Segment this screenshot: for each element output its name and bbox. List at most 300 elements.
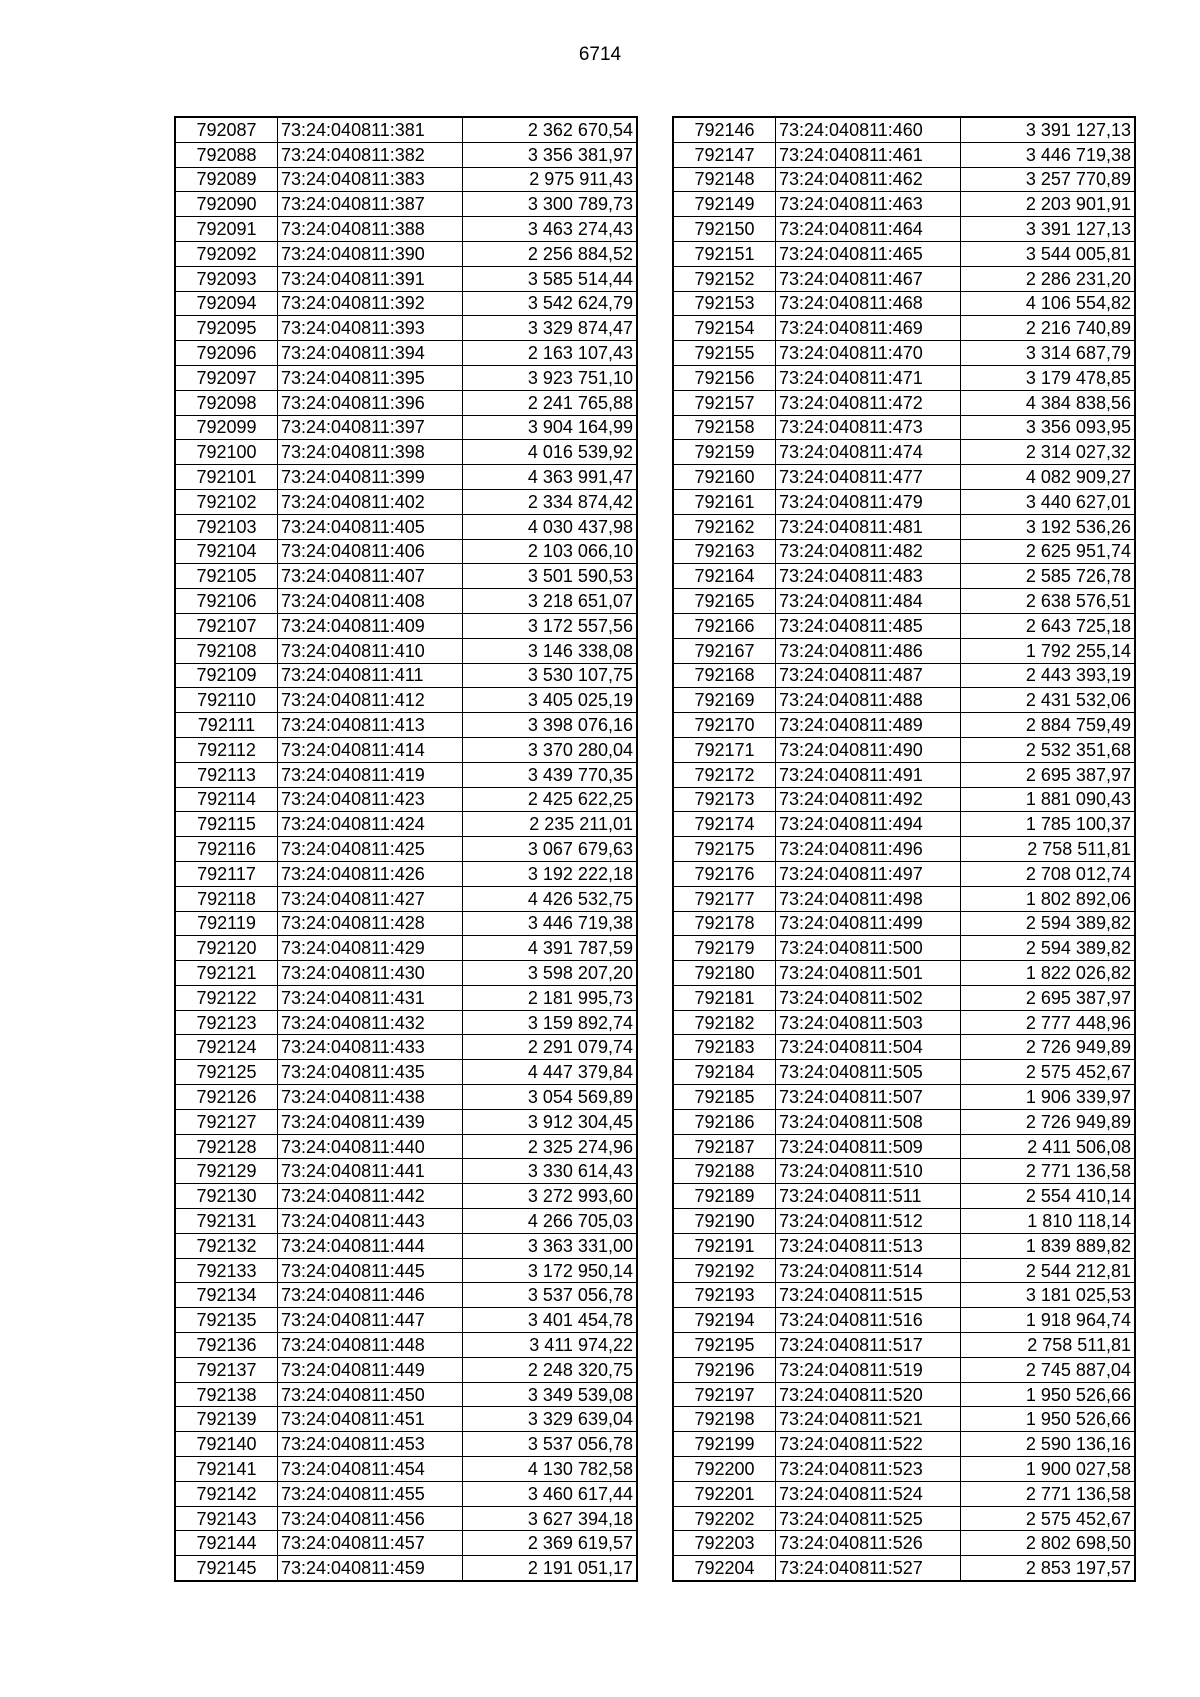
value-cell: 2 726 949,89 xyxy=(961,1109,1136,1134)
value-cell: 4 106 554,82 xyxy=(961,291,1136,316)
row-number-cell: 792161 xyxy=(673,489,776,514)
row-number-cell: 792175 xyxy=(673,837,776,862)
row-number-cell: 792152 xyxy=(673,266,776,291)
row-number-cell: 792116 xyxy=(175,837,278,862)
cadastral-number-cell: 73:24:040811:453 xyxy=(278,1432,463,1457)
value-cell: 3 446 719,38 xyxy=(961,142,1136,167)
table-row xyxy=(175,1308,637,1333)
value-cell: 3 398 076,16 xyxy=(463,713,638,738)
cadastral-number-cell: 73:24:040811:428 xyxy=(278,911,463,936)
row-number-cell: 792154 xyxy=(673,316,776,341)
cadastral-number-cell: 73:24:040811:490 xyxy=(776,737,961,762)
row-number-cell: 792202 xyxy=(673,1506,776,1531)
row-number-cell: 792150 xyxy=(673,217,776,242)
table-row xyxy=(175,737,637,762)
cadastral-number-cell: 73:24:040811:425 xyxy=(278,837,463,862)
cadastral-number-cell: 73:24:040811:505 xyxy=(776,1060,961,1085)
cadastral-number-cell: 73:24:040811:485 xyxy=(776,613,961,638)
row-number-cell: 792111 xyxy=(175,713,278,738)
value-cell: 1 839 889,82 xyxy=(961,1233,1136,1258)
value-cell: 2 726 949,89 xyxy=(961,1035,1136,1060)
table-row xyxy=(673,911,1135,936)
row-number-cell: 792195 xyxy=(673,1333,776,1358)
table-row xyxy=(175,886,637,911)
row-number-cell: 792180 xyxy=(673,961,776,986)
value-cell: 3 218 651,07 xyxy=(463,589,638,614)
table-row xyxy=(175,291,637,316)
cadastral-number-cell: 73:24:040811:470 xyxy=(776,341,961,366)
row-number-cell: 792190 xyxy=(673,1209,776,1234)
value-cell: 3 405 025,19 xyxy=(463,688,638,713)
cadastral-number-cell: 73:24:040811:459 xyxy=(278,1556,463,1581)
cadastral-number-cell: 73:24:040811:487 xyxy=(776,663,961,688)
table-row xyxy=(673,341,1135,366)
row-number-cell: 792189 xyxy=(673,1184,776,1209)
table-row xyxy=(673,1283,1135,1308)
cadastral-number-cell: 73:24:040811:432 xyxy=(278,1010,463,1035)
row-number-cell: 792102 xyxy=(175,489,278,514)
value-cell: 3 537 056,78 xyxy=(463,1283,638,1308)
table-row xyxy=(673,117,1135,142)
cadastral-number-cell: 73:24:040811:488 xyxy=(776,688,961,713)
value-cell: 3 067 679,63 xyxy=(463,837,638,862)
cadastral-number-cell: 73:24:040811:492 xyxy=(776,787,961,812)
value-cell: 2 248 320,75 xyxy=(463,1357,638,1382)
table-row xyxy=(175,192,637,217)
value-cell: 3 904 164,99 xyxy=(463,415,638,440)
cadastral-number-cell: 73:24:040811:508 xyxy=(776,1109,961,1134)
table-row xyxy=(673,1258,1135,1283)
cadastral-number-cell: 73:24:040811:438 xyxy=(278,1085,463,1110)
value-cell: 3 598 207,20 xyxy=(463,961,638,986)
row-number-cell: 792128 xyxy=(175,1134,278,1159)
row-number-cell: 792097 xyxy=(175,365,278,390)
value-cell: 2 802 698,50 xyxy=(961,1531,1136,1556)
cadastral-number-cell: 73:24:040811:447 xyxy=(278,1308,463,1333)
table-row xyxy=(175,861,637,886)
cadastral-number-cell: 73:24:040811:477 xyxy=(776,465,961,490)
value-cell: 2 575 452,67 xyxy=(961,1060,1136,1085)
cadastral-number-cell: 73:24:040811:413 xyxy=(278,713,463,738)
value-cell: 1 950 526,66 xyxy=(961,1382,1136,1407)
row-number-cell: 792117 xyxy=(175,861,278,886)
value-cell: 2 884 759,49 xyxy=(961,713,1136,738)
cadastral-number-cell: 73:24:040811:405 xyxy=(278,514,463,539)
cadastral-number-cell: 73:24:040811:512 xyxy=(776,1209,961,1234)
row-number-cell: 792148 xyxy=(673,167,776,192)
cadastral-number-cell: 73:24:040811:504 xyxy=(776,1035,961,1060)
value-cell: 2 695 387,97 xyxy=(961,985,1136,1010)
value-cell: 3 192 536,26 xyxy=(961,514,1136,539)
cadastral-number-cell: 73:24:040811:516 xyxy=(776,1308,961,1333)
row-number-cell: 792191 xyxy=(673,1233,776,1258)
table-row xyxy=(673,1085,1135,1110)
value-cell: 3 627 394,18 xyxy=(463,1506,638,1531)
cadastral-number-cell: 73:24:040811:524 xyxy=(776,1481,961,1506)
row-number-cell: 792165 xyxy=(673,589,776,614)
table-row xyxy=(175,613,637,638)
row-number-cell: 792124 xyxy=(175,1035,278,1060)
value-cell: 3 054 569,89 xyxy=(463,1085,638,1110)
row-number-cell: 792119 xyxy=(175,911,278,936)
value-cell: 2 291 079,74 xyxy=(463,1035,638,1060)
table-row xyxy=(175,1258,637,1283)
cadastral-number-cell: 73:24:040811:526 xyxy=(776,1531,961,1556)
table-row xyxy=(673,985,1135,1010)
cadastral-number-cell: 73:24:040811:395 xyxy=(278,365,463,390)
row-number-cell: 792140 xyxy=(175,1432,278,1457)
value-cell: 1 785 100,37 xyxy=(961,812,1136,837)
value-cell: 2 286 231,20 xyxy=(961,266,1136,291)
registry-table-right xyxy=(672,116,1136,1582)
row-number-cell: 792171 xyxy=(673,737,776,762)
row-number-cell: 792199 xyxy=(673,1432,776,1457)
row-number-cell: 792176 xyxy=(673,861,776,886)
table-row xyxy=(673,1010,1135,1035)
table-row xyxy=(175,1531,637,1556)
value-cell: 3 257 770,89 xyxy=(961,167,1136,192)
value-cell: 3 159 892,74 xyxy=(463,1010,638,1035)
table-row xyxy=(175,217,637,242)
row-number-cell: 792146 xyxy=(673,117,776,142)
value-cell: 2 745 887,04 xyxy=(961,1357,1136,1382)
cadastral-number-cell: 73:24:040811:443 xyxy=(278,1209,463,1234)
value-cell: 3 401 454,78 xyxy=(463,1308,638,1333)
cadastral-number-cell: 73:24:040811:482 xyxy=(776,539,961,564)
table-row xyxy=(175,985,637,1010)
row-number-cell: 792113 xyxy=(175,762,278,787)
table-row xyxy=(175,514,637,539)
value-cell: 3 542 624,79 xyxy=(463,291,638,316)
cadastral-number-cell: 73:24:040811:511 xyxy=(776,1184,961,1209)
value-cell: 3 391 127,13 xyxy=(961,117,1136,142)
table-row xyxy=(175,241,637,266)
row-number-cell: 792204 xyxy=(673,1556,776,1581)
row-number-cell: 792151 xyxy=(673,241,776,266)
cadastral-number-cell: 73:24:040811:471 xyxy=(776,365,961,390)
row-number-cell: 792162 xyxy=(673,514,776,539)
row-number-cell: 792166 xyxy=(673,613,776,638)
cadastral-number-cell: 73:24:040811:461 xyxy=(776,142,961,167)
table-row xyxy=(175,1060,637,1085)
cadastral-number-cell: 73:24:040811:393 xyxy=(278,316,463,341)
cadastral-number-cell: 73:24:040811:467 xyxy=(776,266,961,291)
table-row xyxy=(673,142,1135,167)
value-cell: 2 554 410,14 xyxy=(961,1184,1136,1209)
table-row xyxy=(175,1556,637,1581)
table-row xyxy=(175,465,637,490)
cadastral-number-cell: 73:24:040811:444 xyxy=(278,1233,463,1258)
row-number-cell: 792178 xyxy=(673,911,776,936)
table-row xyxy=(673,266,1135,291)
cadastral-number-cell: 73:24:040811:446 xyxy=(278,1283,463,1308)
table-row xyxy=(673,1506,1135,1531)
row-number-cell: 792144 xyxy=(175,1531,278,1556)
table-row xyxy=(175,1382,637,1407)
cadastral-number-cell: 73:24:040811:426 xyxy=(278,861,463,886)
row-number-cell: 792160 xyxy=(673,465,776,490)
value-cell: 1 792 255,14 xyxy=(961,638,1136,663)
cadastral-number-cell: 73:24:040811:486 xyxy=(776,638,961,663)
value-cell: 3 460 617,44 xyxy=(463,1481,638,1506)
table-row xyxy=(175,539,637,564)
cadastral-number-cell: 73:24:040811:449 xyxy=(278,1357,463,1382)
cadastral-number-cell: 73:24:040811:399 xyxy=(278,465,463,490)
table-row xyxy=(175,936,637,961)
cadastral-number-cell: 73:24:040811:527 xyxy=(776,1556,961,1581)
row-number-cell: 792137 xyxy=(175,1357,278,1382)
value-cell: 3 329 639,04 xyxy=(463,1407,638,1432)
value-cell: 2 443 393,19 xyxy=(961,663,1136,688)
row-number-cell: 792135 xyxy=(175,1308,278,1333)
value-cell: 3 537 056,78 xyxy=(463,1432,638,1457)
row-number-cell: 792172 xyxy=(673,762,776,787)
row-number-cell: 792164 xyxy=(673,564,776,589)
table-row xyxy=(673,961,1135,986)
value-cell: 4 130 782,58 xyxy=(463,1457,638,1482)
cadastral-number-cell: 73:24:040811:445 xyxy=(278,1258,463,1283)
value-cell: 1 950 526,66 xyxy=(961,1407,1136,1432)
row-number-cell: 792101 xyxy=(175,465,278,490)
table-row xyxy=(673,1432,1135,1457)
row-number-cell: 792192 xyxy=(673,1258,776,1283)
row-number-cell: 792095 xyxy=(175,316,278,341)
cadastral-number-cell: 73:24:040811:494 xyxy=(776,812,961,837)
value-cell: 2 334 874,42 xyxy=(463,489,638,514)
row-number-cell: 792179 xyxy=(673,936,776,961)
table-row xyxy=(673,192,1135,217)
row-number-cell: 792126 xyxy=(175,1085,278,1110)
cadastral-number-cell: 73:24:040811:398 xyxy=(278,440,463,465)
value-cell: 4 384 838,56 xyxy=(961,390,1136,415)
value-cell: 1 802 892,06 xyxy=(961,886,1136,911)
value-cell: 2 425 622,25 xyxy=(463,787,638,812)
value-cell: 3 411 974,22 xyxy=(463,1333,638,1358)
cadastral-number-cell: 73:24:040811:496 xyxy=(776,837,961,862)
value-cell: 2 191 051,17 xyxy=(463,1556,638,1581)
row-number-cell: 792193 xyxy=(673,1283,776,1308)
table-row xyxy=(175,440,637,465)
table-row xyxy=(673,1531,1135,1556)
value-cell: 2 216 740,89 xyxy=(961,316,1136,341)
table-row xyxy=(673,465,1135,490)
row-number-cell: 792127 xyxy=(175,1109,278,1134)
table-row xyxy=(673,1035,1135,1060)
table-row xyxy=(175,117,637,142)
table-row xyxy=(175,365,637,390)
row-number-cell: 792196 xyxy=(673,1357,776,1382)
table-row xyxy=(175,911,637,936)
row-number-cell: 792133 xyxy=(175,1258,278,1283)
row-number-cell: 792174 xyxy=(673,812,776,837)
cadastral-number-cell: 73:24:040811:441 xyxy=(278,1159,463,1184)
row-number-cell: 792094 xyxy=(175,291,278,316)
cadastral-number-cell: 73:24:040811:390 xyxy=(278,241,463,266)
row-number-cell: 792143 xyxy=(175,1506,278,1531)
page-number: 6714 xyxy=(578,44,622,65)
value-cell: 2 594 389,82 xyxy=(961,911,1136,936)
row-number-cell: 792177 xyxy=(673,886,776,911)
value-cell: 2 758 511,81 xyxy=(961,837,1136,862)
table-row xyxy=(673,365,1135,390)
row-number-cell: 792173 xyxy=(673,787,776,812)
value-cell: 2 625 951,74 xyxy=(961,539,1136,564)
table-row xyxy=(673,514,1135,539)
value-cell: 2 256 884,52 xyxy=(463,241,638,266)
value-cell: 3 172 950,14 xyxy=(463,1258,638,1283)
value-cell: 2 163 107,43 xyxy=(463,341,638,366)
table-row xyxy=(175,688,637,713)
value-cell: 3 585 514,44 xyxy=(463,266,638,291)
table-row xyxy=(673,489,1135,514)
cadastral-number-cell: 73:24:040811:397 xyxy=(278,415,463,440)
table-row xyxy=(673,564,1135,589)
row-number-cell: 792156 xyxy=(673,365,776,390)
row-number-cell: 792181 xyxy=(673,985,776,1010)
table-row xyxy=(673,1333,1135,1358)
table-row xyxy=(175,1457,637,1482)
value-cell: 3 363 331,00 xyxy=(463,1233,638,1258)
table-row xyxy=(673,589,1135,614)
value-cell: 2 590 136,16 xyxy=(961,1432,1136,1457)
row-number-cell: 792104 xyxy=(175,539,278,564)
row-number-cell: 792142 xyxy=(175,1481,278,1506)
cadastral-number-cell: 73:24:040811:483 xyxy=(776,564,961,589)
cadastral-number-cell: 73:24:040811:414 xyxy=(278,737,463,762)
row-number-cell: 792114 xyxy=(175,787,278,812)
row-number-cell: 792200 xyxy=(673,1457,776,1482)
row-number-cell: 792153 xyxy=(673,291,776,316)
value-cell: 4 447 379,84 xyxy=(463,1060,638,1085)
value-cell: 3 172 557,56 xyxy=(463,613,638,638)
table-row xyxy=(175,713,637,738)
row-number-cell: 792139 xyxy=(175,1407,278,1432)
cadastral-number-cell: 73:24:040811:396 xyxy=(278,390,463,415)
cadastral-number-cell: 73:24:040811:501 xyxy=(776,961,961,986)
table-row xyxy=(673,762,1135,787)
table-row xyxy=(175,1283,637,1308)
row-number-cell: 792109 xyxy=(175,663,278,688)
value-cell: 3 330 614,43 xyxy=(463,1159,638,1184)
value-cell: 2 103 066,10 xyxy=(463,539,638,564)
row-number-cell: 792186 xyxy=(673,1109,776,1134)
row-number-cell: 792125 xyxy=(175,1060,278,1085)
row-number-cell: 792112 xyxy=(175,737,278,762)
table-row xyxy=(673,886,1135,911)
row-number-cell: 792198 xyxy=(673,1407,776,1432)
cadastral-number-cell: 73:24:040811:450 xyxy=(278,1382,463,1407)
value-cell: 3 349 539,08 xyxy=(463,1382,638,1407)
cadastral-number-cell: 73:24:040811:409 xyxy=(278,613,463,638)
value-cell: 2 771 136,58 xyxy=(961,1481,1136,1506)
row-number-cell: 792130 xyxy=(175,1184,278,1209)
row-number-cell: 792194 xyxy=(673,1308,776,1333)
row-number-cell: 792145 xyxy=(175,1556,278,1581)
table-row xyxy=(175,1035,637,1060)
table-row xyxy=(673,291,1135,316)
cadastral-number-cell: 73:24:040811:463 xyxy=(776,192,961,217)
table-row xyxy=(175,1506,637,1531)
value-cell: 2 777 448,96 xyxy=(961,1010,1136,1035)
cadastral-number-cell: 73:24:040811:454 xyxy=(278,1457,463,1482)
cadastral-number-cell: 73:24:040811:442 xyxy=(278,1184,463,1209)
value-cell: 3 179 478,85 xyxy=(961,365,1136,390)
table-row xyxy=(673,167,1135,192)
cadastral-number-cell: 73:24:040811:402 xyxy=(278,489,463,514)
cadastral-number-cell: 73:24:040811:462 xyxy=(776,167,961,192)
cadastral-number-cell: 73:24:040811:427 xyxy=(278,886,463,911)
row-number-cell: 792105 xyxy=(175,564,278,589)
table-row xyxy=(175,142,637,167)
row-number-cell: 792197 xyxy=(673,1382,776,1407)
table-row xyxy=(673,638,1135,663)
table-row xyxy=(673,241,1135,266)
cadastral-number-cell: 73:24:040811:498 xyxy=(776,886,961,911)
value-cell: 4 391 787,59 xyxy=(463,936,638,961)
table-row xyxy=(175,589,637,614)
cadastral-number-cell: 73:24:040811:410 xyxy=(278,638,463,663)
value-cell: 2 362 670,54 xyxy=(463,117,638,142)
table-row xyxy=(673,1233,1135,1258)
row-number-cell: 792169 xyxy=(673,688,776,713)
table-row xyxy=(175,316,637,341)
table-row xyxy=(175,1432,637,1457)
value-cell: 2 708 012,74 xyxy=(961,861,1136,886)
table-row xyxy=(673,861,1135,886)
row-number-cell: 792129 xyxy=(175,1159,278,1184)
value-cell: 3 370 280,04 xyxy=(463,737,638,762)
cadastral-number-cell: 73:24:040811:474 xyxy=(776,440,961,465)
cadastral-number-cell: 73:24:040811:406 xyxy=(278,539,463,564)
row-number-cell: 792096 xyxy=(175,341,278,366)
value-cell: 3 501 590,53 xyxy=(463,564,638,589)
table-row xyxy=(175,1357,637,1382)
cadastral-number-cell: 73:24:040811:412 xyxy=(278,688,463,713)
table-row xyxy=(175,1233,637,1258)
table-row xyxy=(175,390,637,415)
cadastral-number-cell: 73:24:040811:429 xyxy=(278,936,463,961)
table-row xyxy=(175,415,637,440)
value-cell: 4 363 991,47 xyxy=(463,465,638,490)
cadastral-number-cell: 73:24:040811:465 xyxy=(776,241,961,266)
cadastral-number-cell: 73:24:040811:497 xyxy=(776,861,961,886)
table-row xyxy=(175,167,637,192)
table-row xyxy=(673,688,1135,713)
cadastral-number-cell: 73:24:040811:431 xyxy=(278,985,463,1010)
registry-table-left xyxy=(174,116,638,1582)
value-cell: 2 638 576,51 xyxy=(961,589,1136,614)
cadastral-number-cell: 73:24:040811:521 xyxy=(776,1407,961,1432)
table-row xyxy=(673,316,1135,341)
cadastral-number-cell: 73:24:040811:419 xyxy=(278,762,463,787)
value-cell: 2 431 532,06 xyxy=(961,688,1136,713)
value-cell: 1 881 090,43 xyxy=(961,787,1136,812)
value-cell: 3 544 005,81 xyxy=(961,241,1136,266)
table-row xyxy=(673,812,1135,837)
row-number-cell: 792201 xyxy=(673,1481,776,1506)
cadastral-number-cell: 73:24:040811:520 xyxy=(776,1382,961,1407)
cadastral-number-cell: 73:24:040811:407 xyxy=(278,564,463,589)
row-number-cell: 792203 xyxy=(673,1531,776,1556)
value-cell: 2 771 136,58 xyxy=(961,1159,1136,1184)
table-row xyxy=(175,1209,637,1234)
value-cell: 1 810 118,14 xyxy=(961,1209,1136,1234)
cadastral-number-cell: 73:24:040811:394 xyxy=(278,341,463,366)
cadastral-number-cell: 73:24:040811:388 xyxy=(278,217,463,242)
row-number-cell: 792170 xyxy=(673,713,776,738)
row-number-cell: 792163 xyxy=(673,539,776,564)
row-number-cell: 792138 xyxy=(175,1382,278,1407)
